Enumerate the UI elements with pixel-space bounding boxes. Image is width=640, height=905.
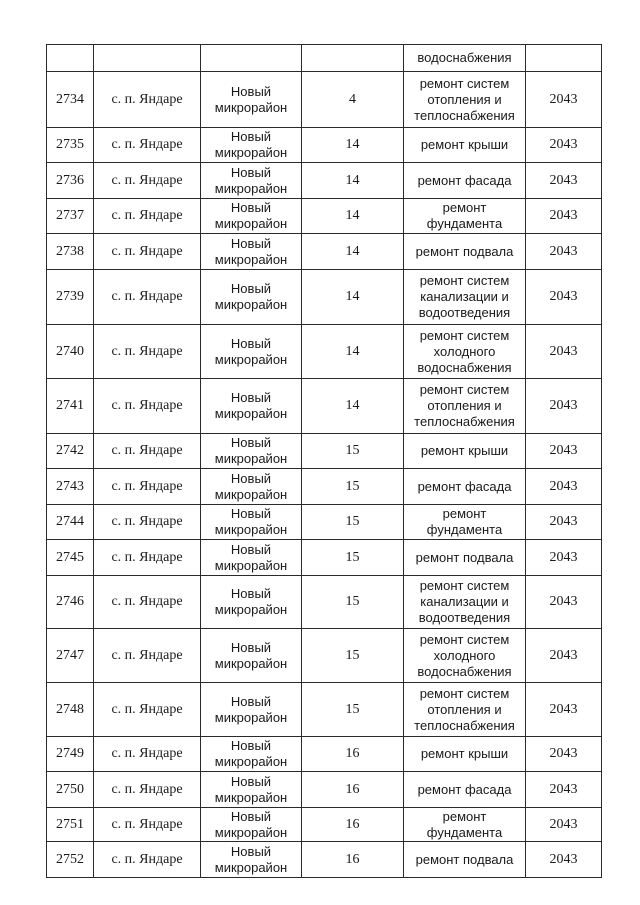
table-row — [47, 379, 602, 434]
year-cell: 2043 — [526, 199, 602, 234]
house-number-cell: 4 — [302, 72, 404, 128]
settlement-cell: с. п. Яндаре — [94, 842, 201, 878]
work-type-cell: ремонт систем канализации и водоотведения — [404, 270, 526, 325]
work-type-cell: ремонт фасада — [404, 772, 526, 808]
house-number-cell: 14 — [302, 163, 404, 199]
year-cell: 2043 — [526, 434, 602, 469]
house-number-cell: 15 — [302, 434, 404, 469]
work-type-cell: ремонт крыши — [404, 434, 526, 469]
work-type-cell: ремонт систем холодного водоснабжения — [404, 629, 526, 683]
house-number-cell: 16 — [302, 808, 404, 842]
settlement-cell: с. п. Яндаре — [94, 772, 201, 808]
row-number-cell: 2740 — [47, 325, 94, 379]
settlement-cell: с. п. Яндаре — [94, 629, 201, 683]
street-cell: Новый микрорайон — [201, 128, 302, 163]
work-type-cell: ремонт фундамента — [404, 808, 526, 842]
street-cell: Новый микрорайон — [201, 434, 302, 469]
row-number-cell: 2742 — [47, 434, 94, 469]
house-number-cell: 15 — [302, 469, 404, 505]
work-type-cell: ремонт фундамента — [404, 199, 526, 234]
table-row — [47, 128, 602, 163]
work-type-cell: ремонт подвала — [404, 842, 526, 878]
row-number-cell: 2744 — [47, 505, 94, 540]
settlement-cell: с. п. Яндаре — [94, 469, 201, 505]
year-cell: 2043 — [526, 325, 602, 379]
street-cell: Новый микрорайон — [201, 772, 302, 808]
year-cell — [526, 45, 602, 72]
work-type-cell: ремонт крыши — [404, 128, 526, 163]
house-number-cell: 14 — [302, 128, 404, 163]
street-cell: Новый микрорайон — [201, 629, 302, 683]
work-type-cell: ремонт систем холодного водоснабжения — [404, 325, 526, 379]
house-number-cell: 15 — [302, 683, 404, 737]
year-cell: 2043 — [526, 683, 602, 737]
house-number-cell: 14 — [302, 199, 404, 234]
row-number-cell: 2737 — [47, 199, 94, 234]
year-cell: 2043 — [526, 808, 602, 842]
year-cell: 2043 — [526, 629, 602, 683]
year-cell: 2043 — [526, 505, 602, 540]
year-cell: 2043 — [526, 270, 602, 325]
settlement-cell: с. п. Яндаре — [94, 737, 201, 772]
table-row — [47, 434, 602, 469]
work-type-cell: ремонт фасада — [404, 163, 526, 199]
street-cell: Новый микрорайон — [201, 576, 302, 629]
settlement-cell — [94, 45, 201, 72]
house-number-cell: 16 — [302, 772, 404, 808]
street-cell: Новый микрорайон — [201, 199, 302, 234]
row-number-cell: 2743 — [47, 469, 94, 505]
work-type-cell: ремонт фундамента — [404, 505, 526, 540]
table-row — [47, 469, 602, 505]
settlement-cell: с. п. Яндаре — [94, 163, 201, 199]
table-row — [47, 576, 602, 629]
street-cell: Новый микрорайон — [201, 808, 302, 842]
street-cell: Новый микрорайон — [201, 505, 302, 540]
work-type-cell: ремонт систем отопления и теплоснабжения — [404, 72, 526, 128]
house-number-cell: 15 — [302, 505, 404, 540]
table-row — [47, 505, 602, 540]
table-row — [47, 737, 602, 772]
house-number-cell: 14 — [302, 270, 404, 325]
settlement-cell: с. п. Яндаре — [94, 325, 201, 379]
table-row — [47, 808, 602, 842]
table-row — [47, 325, 602, 379]
street-cell: Новый микрорайон — [201, 72, 302, 128]
table-row — [47, 163, 602, 199]
street-cell: Новый микрорайон — [201, 683, 302, 737]
work-type-cell: ремонт фасада — [404, 469, 526, 505]
settlement-cell: с. п. Яндаре — [94, 72, 201, 128]
house-number-cell: 16 — [302, 737, 404, 772]
row-number-cell: 2736 — [47, 163, 94, 199]
year-cell: 2043 — [526, 469, 602, 505]
year-cell: 2043 — [526, 576, 602, 629]
table-row — [47, 683, 602, 737]
settlement-cell: с. п. Яндаре — [94, 234, 201, 270]
row-number-cell: 2747 — [47, 629, 94, 683]
row-number-cell: 2734 — [47, 72, 94, 128]
row-number-cell: 2748 — [47, 683, 94, 737]
house-number-cell: 15 — [302, 629, 404, 683]
street-cell: Новый микрорайон — [201, 270, 302, 325]
table-row — [47, 772, 602, 808]
row-number-cell: 2749 — [47, 737, 94, 772]
continuation-row — [47, 45, 602, 72]
table-row — [47, 72, 602, 128]
street-cell: Новый микрорайон — [201, 234, 302, 270]
table-body — [47, 45, 602, 878]
row-number-cell: 2752 — [47, 842, 94, 878]
table-row — [47, 540, 602, 576]
table-row — [47, 199, 602, 234]
repair-schedule-table — [46, 44, 602, 878]
street-cell: Новый микрорайон — [201, 325, 302, 379]
house-number-cell: 15 — [302, 576, 404, 629]
row-number-cell: 2750 — [47, 772, 94, 808]
year-cell: 2043 — [526, 72, 602, 128]
table-row — [47, 234, 602, 270]
row-number-cell: 2741 — [47, 379, 94, 434]
settlement-cell: с. п. Яндаре — [94, 540, 201, 576]
year-cell: 2043 — [526, 163, 602, 199]
settlement-cell: с. п. Яндаре — [94, 576, 201, 629]
table-row — [47, 629, 602, 683]
year-cell: 2043 — [526, 737, 602, 772]
row-number-cell — [47, 45, 94, 72]
work-type-cell: ремонт подвала — [404, 540, 526, 576]
settlement-cell: с. п. Яндаре — [94, 379, 201, 434]
settlement-cell: с. п. Яндаре — [94, 505, 201, 540]
house-number-cell: 14 — [302, 325, 404, 379]
year-cell: 2043 — [526, 234, 602, 270]
street-cell: Новый микрорайон — [201, 737, 302, 772]
street-cell: Новый микрорайон — [201, 469, 302, 505]
table-row — [47, 270, 602, 325]
row-number-cell: 2751 — [47, 808, 94, 842]
work-type-cell: ремонт систем канализации и водоотведения — [404, 576, 526, 629]
settlement-cell: с. п. Яндаре — [94, 434, 201, 469]
street-cell: Новый микрорайон — [201, 163, 302, 199]
house-number-cell: 16 — [302, 842, 404, 878]
year-cell: 2043 — [526, 772, 602, 808]
year-cell: 2043 — [526, 842, 602, 878]
year-cell: 2043 — [526, 540, 602, 576]
house-number-cell: 15 — [302, 540, 404, 576]
year-cell: 2043 — [526, 379, 602, 434]
house-number-cell: 14 — [302, 234, 404, 270]
street-cell: Новый микрорайон — [201, 842, 302, 878]
row-number-cell: 2739 — [47, 270, 94, 325]
row-number-cell: 2746 — [47, 576, 94, 629]
table-row — [47, 842, 602, 878]
row-number-cell: 2735 — [47, 128, 94, 163]
house-number-cell — [302, 45, 404, 72]
settlement-cell: с. п. Яндаре — [94, 683, 201, 737]
work-type-cell: ремонт подвала — [404, 234, 526, 270]
settlement-cell: с. п. Яндаре — [94, 270, 201, 325]
work-type-cell: ремонт систем отопления и теплоснабжения — [404, 379, 526, 434]
settlement-cell: с. п. Яндаре — [94, 199, 201, 234]
row-number-cell: 2738 — [47, 234, 94, 270]
street-cell — [201, 45, 302, 72]
work-type-cell: ремонт крыши — [404, 737, 526, 772]
street-cell: Новый микрорайон — [201, 379, 302, 434]
street-cell: Новый микрорайон — [201, 540, 302, 576]
work-type-cell: ремонт систем отопления и теплоснабжения — [404, 683, 526, 737]
row-number-cell: 2745 — [47, 540, 94, 576]
settlement-cell: с. п. Яндаре — [94, 128, 201, 163]
year-cell: 2043 — [526, 128, 602, 163]
settlement-cell: с. п. Яндаре — [94, 808, 201, 842]
work-type-cell: водоснабжения — [404, 45, 526, 72]
house-number-cell: 14 — [302, 379, 404, 434]
